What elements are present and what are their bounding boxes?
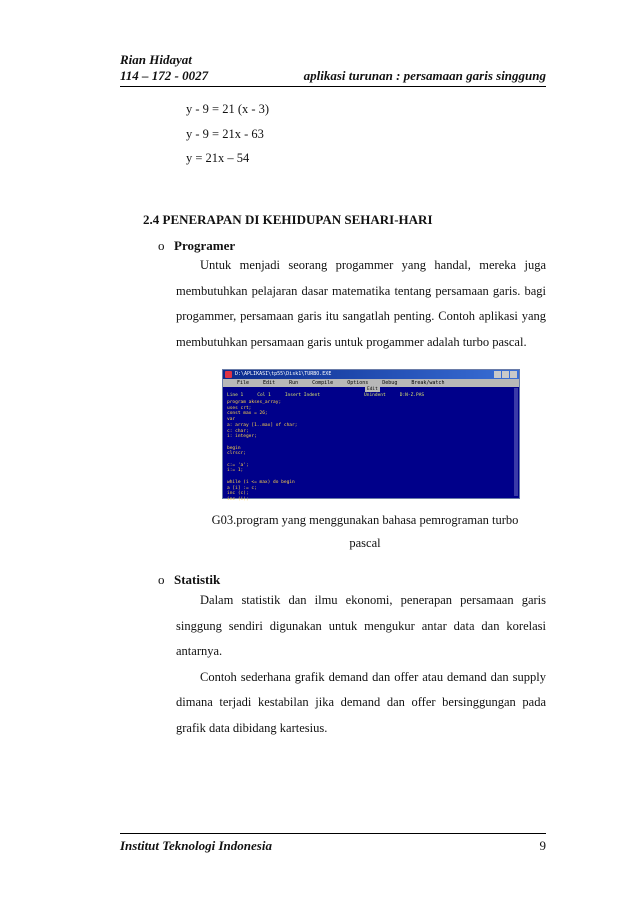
code-line: i: integer; [227,434,257,440]
section-heading: 2.4 PENERAPAN DI KEHIDUPAN SEHARI-HARI [143,212,433,227]
header-document-title: aplikasi turunan : persamaan garis singgung [303,68,546,83]
minimize-icon [494,371,501,378]
code-line: while (i <= max) do begin [227,479,295,485]
code-line: inc (i); [227,496,249,502]
close-icon [510,371,517,378]
maximize-icon [502,371,509,378]
bullet-heading-programer [158,238,235,254]
paragraph-statistik [176,588,546,741]
header-rule [120,86,546,87]
status-item: Insert Indent [284,393,321,398]
status-item: Col 1 [257,393,271,398]
footer-rule [120,833,546,834]
window-controls [494,371,517,378]
turbo-pascal-screenshot [222,369,520,502]
paragraph-text: Contoh sederhana grafik demand dan offer atau demand dan supply dimana terjadi kestabilan jika demand dan offer bersinggungan pada grafik data dibidang kartesius. [176,669,546,735]
equation-line: y - 9 = 21x - 63 [186,127,264,141]
bullet-heading-statistik [158,572,220,588]
page-number: 9 [539,838,546,853]
code-line: const max = 26; [227,411,268,417]
paragraph-text: Untuk menjadi seorang progammer yang handal, mereka juga membutuhkan pelajaran dasar matematika tentang persamaan garis. bagi progammer, persamaan garis itu sangatlah penting. Contoh aplikasi yang membutuhkan persamaan garis untuk progammer adalah turbo pascal. [176,258,546,349]
menu-item: Break/watch [411,380,445,386]
header-author: Rian Hidayat [120,52,192,67]
edit-window-label: Edit [367,387,378,392]
code-line: begin [227,445,241,451]
bullet-mark: o [158,572,165,587]
menu-item: File [237,380,250,386]
menu-item: Debug [382,380,398,386]
window-title: D:\APLIKASI\tp55\Disk1\TURBO.EXE [235,371,332,377]
code-line: uses crt; [227,405,252,411]
status-item: Unindent [364,393,386,398]
menu-item: Compile [312,380,334,386]
menu-item: Options [347,380,369,386]
window-titlebar [223,370,519,379]
header-student-id: 114 – 172 - 0027 [120,68,209,83]
status-item: D:N-Z.PAS [399,393,425,398]
paragraph-programer [176,253,546,355]
status-item: Line 1 [227,393,244,398]
code-line: inc (c); [227,491,249,497]
code-line: c:= 'a'; [227,462,249,468]
code-line: a [i] := c; [227,485,257,491]
app-icon [225,371,232,378]
bullet-heading-text: Programer [174,238,236,253]
code-editor [227,400,511,503]
bullet-mark: o [158,238,165,253]
editor-status-line [227,392,515,399]
code-line: var [227,417,236,423]
code-line: i:= 1; [227,468,244,474]
menu-item: Edit [263,380,276,386]
equation-line: y = 21x – 54 [186,151,250,165]
scrollbar [514,388,518,496]
menu-item: Run [289,380,299,386]
code-line: clrscr; [227,451,246,457]
paragraph-text: Dalam statistik dan ilmu ekonomi, penerapan persamaan garis singgung sendiri digunakan untuk mengukur antar data dan korelasi antarnya. [176,593,546,658]
footer-institution: Institut Teknologi Indonesia [120,838,272,853]
bullet-heading-text: Statistik [174,572,221,587]
code-line: a: array [1..max] of char; [227,422,298,428]
menu-bar [223,379,519,387]
code-line: c: char; [227,428,249,434]
figure-caption: G03.program yang menggunakan bahasa pemrograman turbo pascal [211,513,519,550]
code-line: program akses_array; [227,400,282,405]
equation-line: y - 9 = 21 (x - 3) [186,102,270,116]
